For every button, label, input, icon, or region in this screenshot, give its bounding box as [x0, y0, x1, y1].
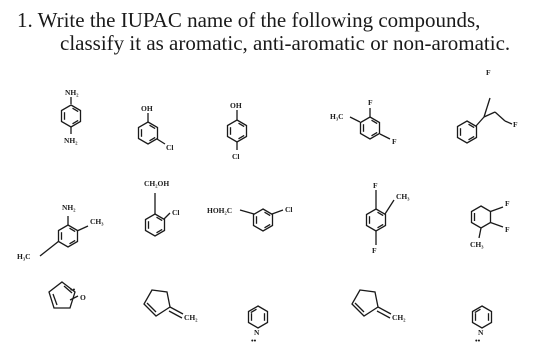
oh-label: OH: [230, 101, 242, 110]
cl-label: Cl: [285, 205, 293, 214]
n-label: N: [478, 328, 484, 337]
question-line-2: classify it as aromatic, anti-aromatic or non-aromatic.: [60, 31, 511, 55]
compound-6: [17, 203, 104, 261]
ch2oh-label: CH₂OH: [144, 179, 170, 188]
compound-2: [139, 104, 174, 152]
o-label: O: [80, 293, 86, 302]
compound-13: [249, 306, 268, 345]
f-label: F: [372, 246, 377, 255]
compound-7: [144, 179, 180, 236]
nh2-label: NH₂: [64, 136, 78, 145]
ch2-label: CH₂: [184, 313, 198, 322]
ch3-label: CH₃: [396, 192, 410, 201]
f-label: F: [513, 120, 518, 129]
ch2-label: CH₂: [392, 313, 406, 322]
compound-10: [470, 199, 510, 249]
f-label: F: [392, 137, 397, 146]
f-label: F: [373, 181, 378, 190]
compound-5: [458, 68, 519, 143]
question-line-1: 1. Write the IUPAC name of the following compounds,: [17, 8, 481, 32]
f-label: F: [505, 199, 510, 208]
f-label: F: [368, 98, 373, 107]
lone-pair: ••: [475, 336, 481, 345]
lone-pair: ••: [70, 285, 76, 294]
nh2-label: NH₂: [62, 203, 76, 212]
h3c-label: H₃C: [330, 112, 344, 121]
compound-8: [207, 205, 293, 231]
compound-12: [144, 290, 198, 322]
cl-label: Cl: [172, 208, 180, 217]
f-label: F: [505, 225, 510, 234]
compound-11: [49, 282, 86, 308]
compound-15: [473, 306, 492, 345]
ch3-label: CH₃: [470, 240, 484, 249]
nh2-label: NH₂: [65, 88, 79, 97]
compound-9: [367, 181, 411, 255]
oh-label: OH: [141, 104, 153, 113]
ch3-label: CH₃: [90, 217, 104, 226]
f-label: F: [486, 68, 491, 77]
h3c-label: H₃C: [17, 252, 31, 261]
hoh2c-label: HOH₂C: [207, 206, 233, 215]
lone-pair: ••: [251, 336, 257, 345]
cl-label: Cl: [232, 152, 240, 161]
n-label: N: [254, 328, 260, 337]
compound-1: [62, 88, 81, 145]
cl-label: Cl: [166, 143, 174, 152]
compound-14: [352, 290, 406, 322]
compound-3: [228, 101, 247, 161]
compound-4: [330, 98, 397, 146]
